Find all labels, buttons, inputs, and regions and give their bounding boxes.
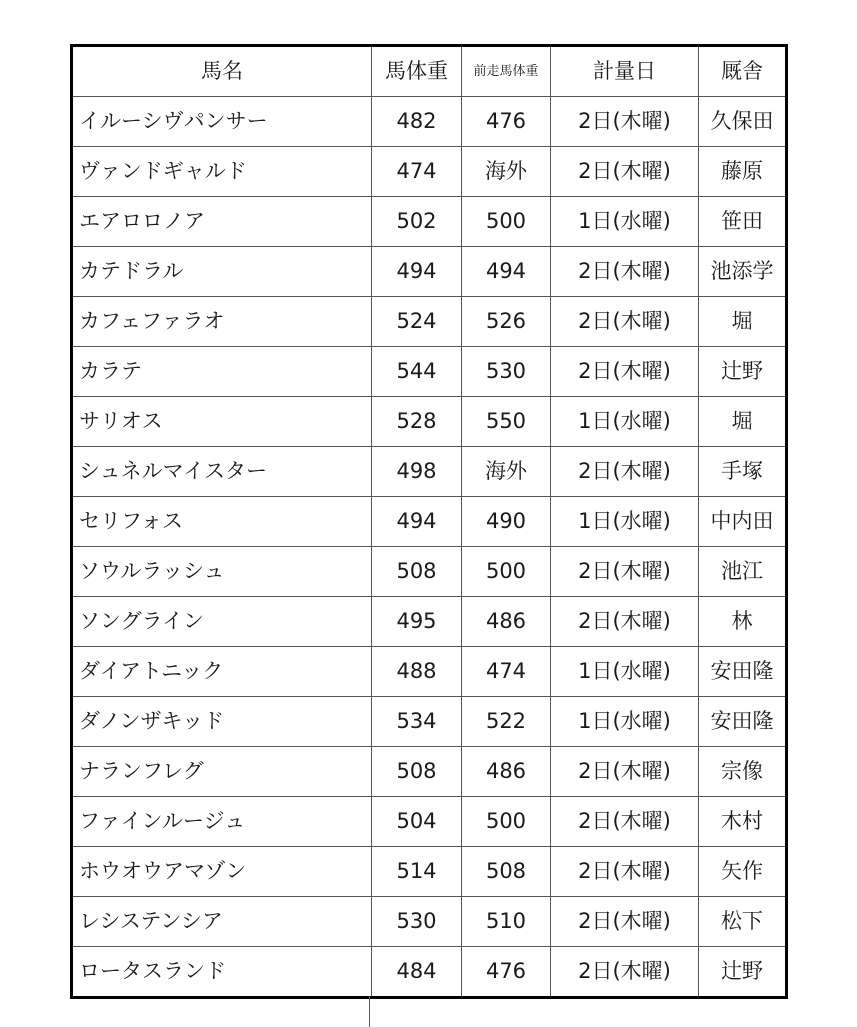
table-row	[72, 197, 787, 247]
stable-cell: 手塚	[699, 447, 787, 497]
stable-cell: 矢作	[699, 847, 787, 897]
previous-body-weight-cell: 500	[462, 547, 551, 597]
table-row	[72, 597, 787, 647]
stable-cell: 安田隆	[699, 647, 787, 697]
body-weight-cell: 482	[372, 97, 462, 147]
previous-body-weight-cell: 500	[462, 797, 551, 847]
table-row	[72, 247, 787, 297]
table-row	[72, 347, 787, 397]
weigh-in-date-cell: 2日(木曜)	[551, 97, 699, 147]
body-weight-cell: 502	[372, 197, 462, 247]
table-row	[72, 647, 787, 697]
body-weight-cell: 504	[372, 797, 462, 847]
header-body-weight: 馬体重	[372, 46, 462, 97]
body-weight-cell: 534	[372, 697, 462, 747]
header-horse-name: 馬名	[72, 46, 372, 97]
table-body	[72, 97, 787, 998]
cell-gridline-below-table	[369, 996, 370, 1027]
previous-body-weight-cell: 486	[462, 597, 551, 647]
stable-cell: 辻野	[699, 347, 787, 397]
body-weight-cell: 494	[372, 497, 462, 547]
weigh-in-date-cell: 1日(水曜)	[551, 197, 699, 247]
previous-body-weight-cell: 474	[462, 647, 551, 697]
table-row	[72, 947, 787, 998]
table-row	[72, 147, 787, 197]
previous-body-weight-cell: 海外	[462, 447, 551, 497]
body-weight-cell: 474	[372, 147, 462, 197]
table-row	[72, 547, 787, 597]
weigh-in-date-cell: 2日(木曜)	[551, 547, 699, 597]
table-row	[72, 397, 787, 447]
stable-cell: 堀	[699, 397, 787, 447]
weigh-in-date-cell: 2日(木曜)	[551, 747, 699, 797]
previous-body-weight-cell: 490	[462, 497, 551, 547]
previous-body-weight-cell: 530	[462, 347, 551, 397]
body-weight-cell: 488	[372, 647, 462, 697]
weigh-in-date-cell: 2日(木曜)	[551, 897, 699, 947]
weigh-in-date-cell: 2日(木曜)	[551, 947, 699, 998]
horse-name-cell: ホウオウアマゾン	[72, 847, 372, 897]
weigh-in-date-cell: 2日(木曜)	[551, 347, 699, 397]
weigh-in-date-cell: 1日(水曜)	[551, 397, 699, 447]
table-row	[72, 797, 787, 847]
horse-name-cell: レシステンシア	[72, 897, 372, 947]
body-weight-cell: 484	[372, 947, 462, 998]
previous-body-weight-cell: 海外	[462, 147, 551, 197]
table-row	[72, 297, 787, 347]
horse-name-cell: ソウルラッシュ	[72, 547, 372, 597]
stable-cell: 笹田	[699, 197, 787, 247]
table-row	[72, 497, 787, 547]
table-row	[72, 697, 787, 747]
weigh-in-date-cell: 2日(木曜)	[551, 597, 699, 647]
horse-name-cell: ソングライン	[72, 597, 372, 647]
horse-name-cell: シュネルマイスター	[72, 447, 372, 497]
horse-weight-table	[70, 44, 788, 999]
header-stable: 厩舎	[699, 46, 787, 97]
stable-cell: 松下	[699, 897, 787, 947]
horse-name-cell: カフェファラオ	[72, 297, 372, 347]
table-row	[72, 97, 787, 147]
previous-body-weight-cell: 494	[462, 247, 551, 297]
horse-name-cell: ダノンザキッド	[72, 697, 372, 747]
previous-body-weight-cell: 510	[462, 897, 551, 947]
stable-cell: 堀	[699, 297, 787, 347]
body-weight-cell: 530	[372, 897, 462, 947]
previous-body-weight-cell: 476	[462, 947, 551, 998]
previous-body-weight-cell: 550	[462, 397, 551, 447]
weigh-in-date-cell: 1日(水曜)	[551, 697, 699, 747]
stable-cell: 池江	[699, 547, 787, 597]
previous-body-weight-cell: 486	[462, 747, 551, 797]
previous-body-weight-cell: 522	[462, 697, 551, 747]
table-row	[72, 747, 787, 797]
weigh-in-date-cell: 2日(木曜)	[551, 447, 699, 497]
body-weight-cell: 498	[372, 447, 462, 497]
previous-body-weight-cell: 500	[462, 197, 551, 247]
stable-cell: 池添学	[699, 247, 787, 297]
horse-name-cell: エアロロノア	[72, 197, 372, 247]
body-weight-cell: 508	[372, 547, 462, 597]
stable-cell: 辻野	[699, 947, 787, 998]
body-weight-cell: 495	[372, 597, 462, 647]
header-row	[72, 46, 787, 97]
table-row	[72, 897, 787, 947]
stable-cell: 中内田	[699, 497, 787, 547]
body-weight-cell: 508	[372, 747, 462, 797]
horse-name-cell: セリフォス	[72, 497, 372, 547]
horse-name-cell: カテドラル	[72, 247, 372, 297]
table-row	[72, 447, 787, 497]
previous-body-weight-cell: 526	[462, 297, 551, 347]
body-weight-cell: 528	[372, 397, 462, 447]
body-weight-cell: 494	[372, 247, 462, 297]
body-weight-cell: 514	[372, 847, 462, 897]
weigh-in-date-cell: 2日(木曜)	[551, 847, 699, 897]
stable-cell: 木村	[699, 797, 787, 847]
weigh-in-date-cell: 2日(木曜)	[551, 247, 699, 297]
stable-cell: 久保田	[699, 97, 787, 147]
horse-name-cell: ナランフレグ	[72, 747, 372, 797]
horse-name-cell: イルーシヴパンサー	[72, 97, 372, 147]
weigh-in-date-cell: 1日(水曜)	[551, 647, 699, 697]
header-weigh-in-date: 計量日	[551, 46, 699, 97]
stable-cell: 林	[699, 597, 787, 647]
stable-cell: 藤原	[699, 147, 787, 197]
weigh-in-date-cell: 2日(木曜)	[551, 297, 699, 347]
horse-name-cell: ヴァンドギャルド	[72, 147, 372, 197]
horse-name-cell: ファインルージュ	[72, 797, 372, 847]
body-weight-cell: 544	[372, 347, 462, 397]
weigh-in-date-cell: 2日(木曜)	[551, 797, 699, 847]
header-previous-body-weight: 前走馬体重	[462, 46, 551, 97]
horse-name-cell: ロータスランド	[72, 947, 372, 998]
body-weight-cell: 524	[372, 297, 462, 347]
previous-body-weight-cell: 508	[462, 847, 551, 897]
horse-name-cell: カラテ	[72, 347, 372, 397]
weigh-in-date-cell: 2日(木曜)	[551, 147, 699, 197]
previous-body-weight-cell: 476	[462, 97, 551, 147]
stable-cell: 安田隆	[699, 697, 787, 747]
stable-cell: 宗像	[699, 747, 787, 797]
weigh-in-date-cell: 1日(水曜)	[551, 497, 699, 547]
horse-name-cell: ダイアトニック	[72, 647, 372, 697]
table-row	[72, 847, 787, 897]
horse-name-cell: サリオス	[72, 397, 372, 447]
